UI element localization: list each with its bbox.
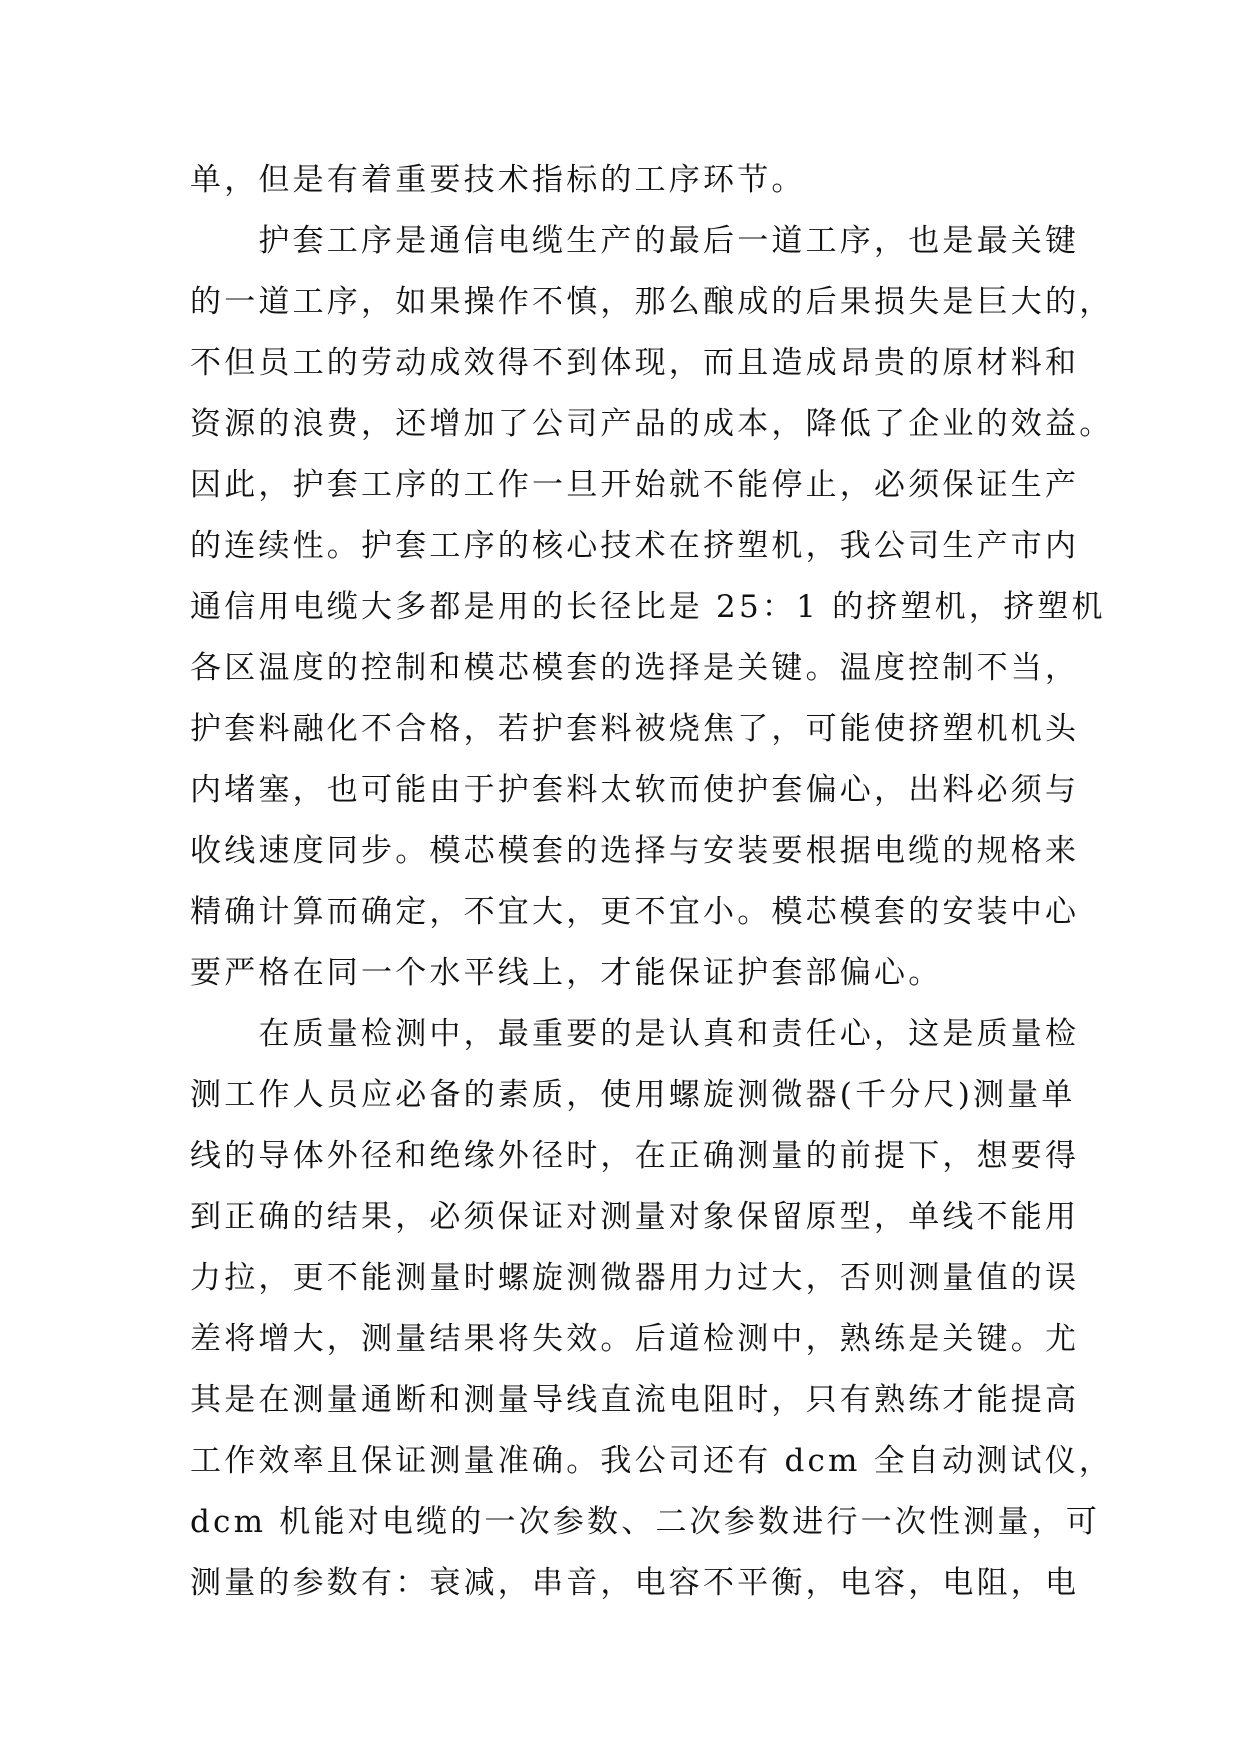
text-line: 内堵塞，也可能由于护套料太软而使护套偏心，出料必须与 <box>190 772 1080 808</box>
text-line: 的一道工序，如果操作不慎，那么酿成的后果损失是巨大的， <box>190 284 1114 320</box>
text-line: 护套工序是通信电缆生产的最后一道工序，也是最关键 <box>190 223 1080 259</box>
text-line: 线的导体外径和绝缘外径时，在正确测量的前提下，想要得 <box>190 1138 1080 1174</box>
text-line: 测量的参数有：衰减，串音，电容不平衡，电容，电阻，电 <box>190 1565 1080 1601</box>
text-line: 其是在测量通断和测量导线直流电阻时，只有熟练才能提高 <box>190 1382 1080 1418</box>
text-line: 通信用电缆大多都是用的长径比是 25：1 的挤塑机，挤塑机 <box>190 589 1106 625</box>
text-line: 精确计算而确定，不宜大，更不宜小。模芯模套的安装中心 <box>190 894 1080 930</box>
text-line: 差将增大，测量结果将失效。后道检测中，熟练是关键。尤 <box>190 1321 1080 1357</box>
text-line: 的连续性。护套工序的核心技术在挤塑机，我公司生产市内 <box>190 528 1080 564</box>
text-line: 资源的浪费，还增加了公司产品的成本，降低了企业的效益。 <box>190 406 1114 442</box>
text-line: 力拉，更不能测量时螺旋测微器用力过大，否则测量值的误 <box>190 1260 1080 1296</box>
text-line: 各区温度的控制和模芯模套的选择是关键。温度控制不当， <box>190 650 1080 686</box>
text-line: dcm 机能对电缆的一次参数、二次参数进行一次性测量，可 <box>190 1504 1101 1540</box>
text-line: 工作效率且保证测量准确。我公司还有 dcm 全自动测试仪， <box>190 1443 1114 1479</box>
text-line: 在质量检测中，最重要的是认真和责任心，这是质量检 <box>190 1016 1080 1052</box>
text-line: 要严格在同一个水平线上，才能保证护套部偏心。 <box>190 955 943 991</box>
text-line: 测工作人员应必备的素质，使用螺旋测微器(千分尺)测量单 <box>190 1077 1076 1113</box>
document-body <box>190 150 1114 1614</box>
text-line: 单，但是有着重要技术指标的工序环节。 <box>190 162 806 198</box>
text-line: 因此，护套工序的工作一旦开始就不能停止，必须保证生产 <box>190 467 1080 503</box>
text-line: 不但员工的劳动成效得不到体现，而且造成昂贵的原材料和 <box>190 345 1080 381</box>
text-line: 护套料融化不合格，若护套料被烧焦了，可能使挤塑机机头 <box>190 711 1080 747</box>
text-line: 收线速度同步。模芯模套的选择与安装要根据电缆的规格来 <box>190 833 1080 869</box>
text-line: 到正确的结果，必须保证对测量对象保留原型，单线不能用 <box>190 1199 1080 1235</box>
